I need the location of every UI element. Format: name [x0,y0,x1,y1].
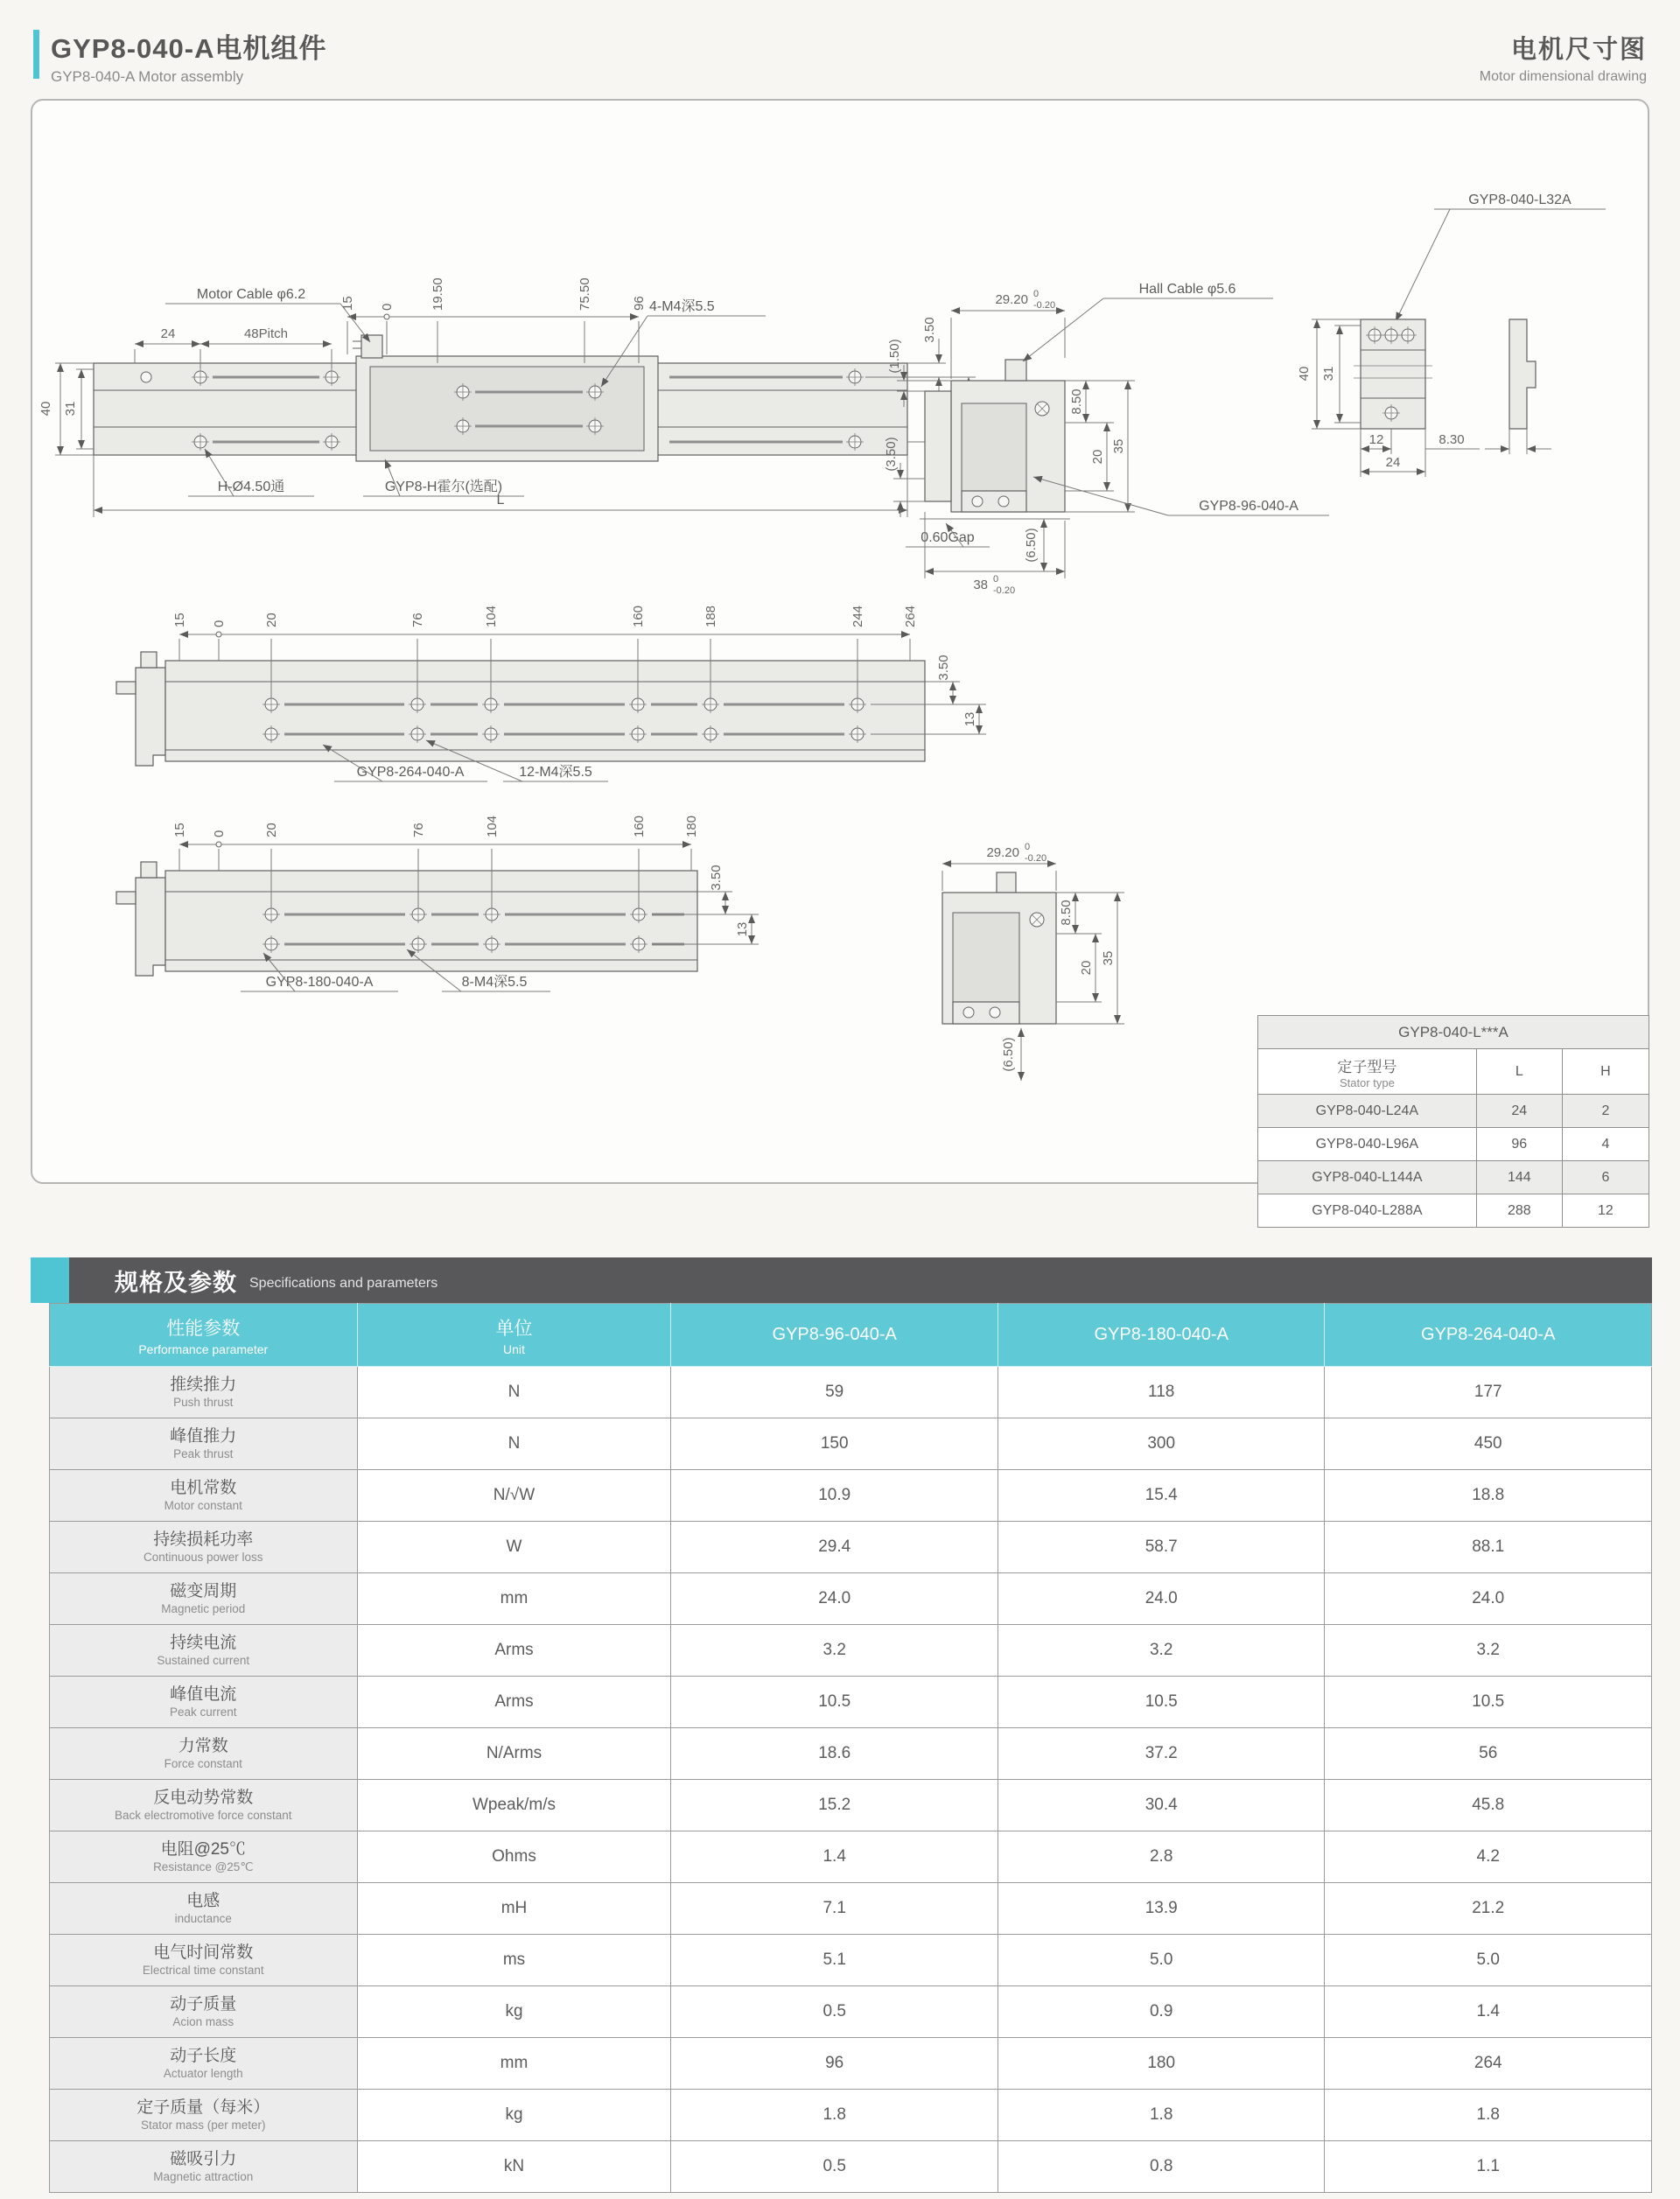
param-cell [50,1780,358,1831]
dim-label: 160 [631,605,646,627]
value-cell: 5.1 [671,1935,998,1986]
band-accent-square [31,1257,69,1303]
param-zh: 反电动势常数 [153,1789,254,1808]
tolerance-upper: 0 [993,574,999,585]
param-zh: 电阻@25℃ [160,1840,246,1859]
stator-table-header [1258,1049,1648,1095]
dim-label: 24 [160,326,176,341]
spec-row [50,2038,1652,2090]
dim-label: 40 [38,401,53,417]
param-zh: 电感 [186,1892,220,1911]
dim-label: 48Pitch [243,326,289,341]
end-view-l32a [1297,193,1606,477]
param-en: Sustained current [157,1653,250,1667]
header-param-zh: 性能参数 [166,1318,241,1339]
param-cell [50,2038,358,2090]
unit-cell: kg [357,1986,671,2038]
stator-value-cell: 12 [1598,1202,1614,1218]
page-title-block [51,26,326,86]
param-zh: 电气时间常数 [153,1943,254,1963]
dim-label: 75.50 [578,277,592,311]
value-cell: 10.5 [1325,1677,1652,1728]
tolerance-upper: 0 [1025,842,1031,852]
header-model-2 [998,1304,1325,1367]
stator-value-cell: 288 [1477,1194,1563,1227]
dim-label: (6.50) [1024,528,1039,563]
dim-label: 40 [1297,366,1312,382]
stator-value-cell: 6 [1601,1169,1610,1185]
value-cell: 10.5 [671,1677,998,1728]
dim-label: 20 [1090,449,1105,465]
unit-cell: mH [357,1883,671,1935]
spec-subtitle: Specifications and parameters [249,1276,438,1291]
value-cell: 21.2 [1325,1883,1652,1935]
value-cell: 1.8 [671,2090,998,2141]
param-cell [50,2141,358,2193]
hall-cable-label: Hall Cable φ5.6 [1138,282,1236,297]
dim-label: 96 [632,296,647,311]
header-unit [357,1304,671,1367]
col-label-zh: 定子型号 [1337,1058,1397,1075]
dim-label: 29.20 [995,292,1028,307]
model-name: GYP8-264-040-A [1421,1325,1556,1344]
spec-header-row [50,1304,1652,1367]
header-unit-en: Unit [503,1341,525,1356]
value-cell: 5.0 [1325,1935,1652,1986]
dim-label: 8.50 [1059,900,1074,926]
value-cell: 10.5 [998,1677,1325,1728]
unit-cell: Arms [357,1625,671,1677]
dim-label: 180 [684,815,699,837]
tap-holes-label: 12-M4深5.5 [519,765,592,780]
value-cell: 96 [671,2038,998,2090]
param-zh: 峰值推力 [170,1427,237,1446]
stator-model-cell: GYP8-040-L288A [1258,1194,1477,1227]
stator-value-cell: 144 [1477,1161,1563,1194]
dim-label: 35 [1111,438,1126,454]
dim-label: 24 [1385,455,1401,470]
param-en: Continuous power loss [143,1550,263,1564]
value-cell: 3.2 [998,1625,1325,1677]
param-en: Back electromotive force constant [114,1808,292,1822]
col-l: L [1477,1049,1563,1094]
param-zh: 持续电流 [170,1634,237,1653]
spec-row [50,1625,1652,1677]
stator-table-row [1258,1161,1648,1194]
value-cell: 10.9 [671,1470,998,1522]
stator-value-cell: 24 [1477,1095,1563,1127]
value-cell: 7.1 [671,1883,998,1935]
dim-label: 13 [962,711,977,727]
value-cell: 3.2 [1325,1625,1652,1677]
spec-row [50,1418,1652,1470]
accent-bar [33,30,39,79]
spec-row [50,1522,1652,1573]
unit-cell: Ohms [357,1831,671,1883]
param-cell [50,1677,358,1728]
stator-model-cell: GYP8-040-L24A [1258,1095,1477,1127]
value-cell: 264 [1325,2038,1652,2090]
value-cell: 29.4 [671,1522,998,1573]
unit-cell: kg [357,2090,671,2141]
spec-row [50,1573,1652,1625]
value-cell: 1.8 [998,2090,1325,2141]
param-en: Actuator length [163,2066,243,2080]
dim-label: (3.50) [884,437,899,472]
cross-section-bottom [942,842,1124,1081]
param-en: Electrical time constant [142,1963,264,1977]
value-cell: 45.8 [1325,1780,1652,1831]
part-label: GYP8-040-L32A [1468,193,1572,207]
tolerance-upper: 0 [1033,289,1040,299]
dim-label: 35 [1101,950,1116,966]
spec-row [50,1677,1652,1728]
param-en: Push thrust [173,1395,234,1409]
cross-section-hall [884,282,1329,596]
dim-label: 15 [340,296,355,311]
stator-model-cell: GYP8-040-L96A [1258,1128,1477,1160]
header-model-3 [1325,1304,1652,1367]
value-cell: 177 [1325,1367,1652,1418]
value-cell: 1.4 [1325,1986,1652,2038]
spec-row [50,1935,1652,1986]
value-cell: 0.9 [998,1986,1325,2038]
param-cell [50,1986,358,2038]
param-cell [50,1728,358,1780]
stator-value-cell: 96 [1477,1128,1563,1160]
page-subtitle: GYP8-040-A Motor assembly [51,68,244,85]
part-label: GYP8-96-040-A [1199,499,1298,514]
value-cell: 37.2 [998,1728,1325,1780]
param-zh: 电机常数 [170,1479,237,1498]
dim-label: 15 [172,613,187,627]
value-cell: 15.2 [671,1780,998,1831]
dim-label: 12 [1368,432,1384,447]
value-cell: 30.4 [998,1780,1325,1831]
dim-label: (6.50) [1001,1037,1016,1072]
dim-label: 0 [212,830,227,837]
param-en: Force constant [164,1756,242,1770]
dim-label: 3.50 [922,317,937,343]
value-cell: 2.8 [998,1831,1325,1883]
dim-label: 244 [850,605,865,627]
value-cell: 18.8 [1325,1470,1652,1522]
dim-label: 0 [380,303,395,311]
spec-row [50,1883,1652,1935]
param-en: Stator mass (per meter) [141,2118,266,2132]
dim-label: 38 [973,578,988,592]
tolerance-lower: -0.20 [1033,300,1056,311]
value-cell: 18.6 [671,1728,998,1780]
gap-label: 0.60Gap [920,530,975,545]
unit-cell: N [357,1367,671,1418]
value-cell: 58.7 [998,1522,1325,1573]
param-en: Resistance @25℃ [153,1859,254,1873]
dim-label: 20 [1079,960,1094,976]
param-zh: 力常数 [178,1737,228,1756]
param-en: Magnetic period [161,1601,246,1615]
drawing-subtitle: Motor dimensional drawing [1479,69,1647,84]
dim-label: 76 [410,613,425,627]
param-zh: 磁吸引力 [170,2150,237,2169]
value-cell: 0.5 [671,1986,998,2038]
spec-row [50,1831,1652,1883]
value-cell: 24.0 [998,1573,1325,1625]
value-cell: 4.2 [1325,1831,1652,1883]
param-cell [50,1418,358,1470]
spec-section-band [31,1257,1652,1303]
param-en: Motor constant [164,1498,242,1512]
stator-table-row [1258,1095,1648,1128]
dim-label: 15 [172,823,187,837]
header-model-1 [671,1304,998,1367]
spec-row [50,2141,1652,2193]
unit-cell: N [357,1418,671,1470]
param-en: Peak thrust [173,1446,234,1460]
unit-cell: mm [357,2038,671,2090]
stator-table-title: GYP8-040-L***A [1258,1016,1648,1049]
param-cell [50,1935,358,1986]
param-en: Acion mass [172,2014,234,2028]
param-en: inductance [174,1911,232,1925]
header-unit-zh: 单位 [495,1318,533,1339]
stator-type-table [1257,1015,1649,1228]
dim-label: 8.30 [1438,432,1465,447]
value-cell: 3.2 [671,1625,998,1677]
dim-label: 20 [264,613,279,627]
dim-label: 104 [485,815,500,837]
unit-cell: N/Arms [357,1728,671,1780]
param-zh: 持续损耗功率 [153,1530,254,1550]
param-cell [50,1470,358,1522]
value-cell: 24.0 [1325,1573,1652,1625]
stator-value-cell: 4 [1601,1136,1610,1152]
dimensional-drawing-panel [31,99,1649,1218]
value-cell: 88.1 [1325,1522,1652,1573]
tap-holes-label: 8-M4深5.5 [461,975,528,990]
header-param-en: Performance parameter [138,1341,269,1356]
value-cell: 118 [998,1367,1325,1418]
param-zh: 定子质量（每米） [136,2098,270,2118]
value-cell: 1.4 [671,1831,998,1883]
col-label-en: Stator type [1339,1075,1395,1089]
dim-label: 3.50 [709,865,724,891]
dim-label: 3.50 [936,655,951,681]
value-cell: 13.9 [998,1883,1325,1935]
unit-cell: N/√W [357,1470,671,1522]
drawing-title: 电机尺寸图 [1510,36,1647,64]
value-cell: 450 [1325,1418,1652,1470]
stator-table-row [1258,1194,1648,1228]
param-cell [50,1367,358,1418]
value-cell: 150 [671,1418,998,1470]
value-cell: 180 [998,2038,1325,2090]
col-h: H [1600,1063,1611,1079]
value-cell: 15.4 [998,1470,1325,1522]
value-cell: 5.0 [998,1935,1325,1986]
unit-cell: kN [357,2141,671,2193]
model-name: GYP8-180-040-A [1094,1325,1228,1344]
unit-cell: ms [357,1935,671,1986]
param-zh: 动子长度 [170,2047,237,2066]
stator-table-row [1258,1128,1648,1161]
page-title-right-block [1480,30,1647,85]
dim-label: 19.50 [430,277,445,311]
value-cell: 0.5 [671,2141,998,2193]
param-cell [50,1573,358,1625]
spec-table [49,1303,1652,2193]
dim-label: 76 [411,823,426,837]
param-zh: 动子质量 [170,1995,237,2014]
dim-label: 160 [632,815,647,837]
spec-row [50,1780,1652,1831]
param-en: Peak current [170,1705,237,1719]
model-name: GYP8-96-040-A [772,1325,897,1344]
param-cell [50,1522,358,1573]
param-cell [50,2090,358,2141]
dim-label: L [496,493,505,508]
dim-label: 0 [212,620,227,627]
page-header [33,26,1647,88]
dim-label: (1.50) [887,339,902,374]
spec-row [50,1728,1652,1780]
value-cell: 24.0 [671,1573,998,1625]
stator-value-cell: 2 [1601,1103,1610,1118]
hall-option-label: GYP8-H霍尔(选配) [384,480,503,494]
dim-label: 29.20 [986,845,1019,860]
value-cell: 300 [998,1418,1325,1470]
unit-cell: Arms [357,1677,671,1728]
plan-view-180 [116,816,759,991]
spec-row [50,1986,1652,2038]
part-label: GYP8-264-040-A [356,765,465,780]
spec-title: 规格及参数 [115,1269,237,1296]
plan-view-top [38,277,976,517]
dim-label: 188 [704,605,718,627]
unit-cell: W [357,1522,671,1573]
param-cell [50,1625,358,1677]
tolerance-lower: -0.20 [1025,853,1047,864]
dim-label: 264 [903,605,918,627]
param-zh: 磁变周期 [170,1582,237,1601]
dim-label: 31 [63,401,78,417]
spec-row [50,1367,1652,1418]
dim-label: 31 [1321,366,1336,382]
value-cell: 0.8 [998,2141,1325,2193]
col-stator-type [1258,1049,1477,1094]
value-cell: 56 [1325,1728,1652,1780]
plan-view-264 [116,606,986,781]
param-cell [50,1883,358,1935]
dim-label: 13 [735,921,750,937]
stator-model-cell: GYP8-040-L144A [1258,1161,1477,1194]
part-label: GYP8-180-040-A [265,975,374,990]
page-title: GYP8-040-A电机组件 [51,33,327,64]
header-performance-parameter [50,1304,358,1367]
param-en: Magnetic attraction [153,2169,254,2183]
unit-cell: mm [357,1573,671,1625]
band-bar [69,1257,1652,1303]
spec-row [50,2090,1652,2141]
param-zh: 峰值电流 [170,1685,237,1705]
param-zh: 推续推力 [170,1376,237,1395]
spec-row [50,1470,1652,1522]
tap-holes-label: 4-M4深5.5 [649,299,715,314]
value-cell: 59 [671,1367,998,1418]
tolerance-lower: -0.20 [993,585,1016,596]
param-cell [50,1831,358,1883]
dim-label: 8.50 [1069,389,1084,415]
value-cell: 1.1 [1325,2141,1652,2193]
motor-cable-label: Motor Cable φ6.2 [196,287,306,302]
value-cell: 1.8 [1325,2090,1652,2141]
through-hole-label: H-Ø4.50通 [217,480,285,494]
dim-label: 20 [264,823,279,837]
dim-label: 104 [484,605,499,627]
unit-cell: Wpeak/m/s [357,1780,671,1831]
